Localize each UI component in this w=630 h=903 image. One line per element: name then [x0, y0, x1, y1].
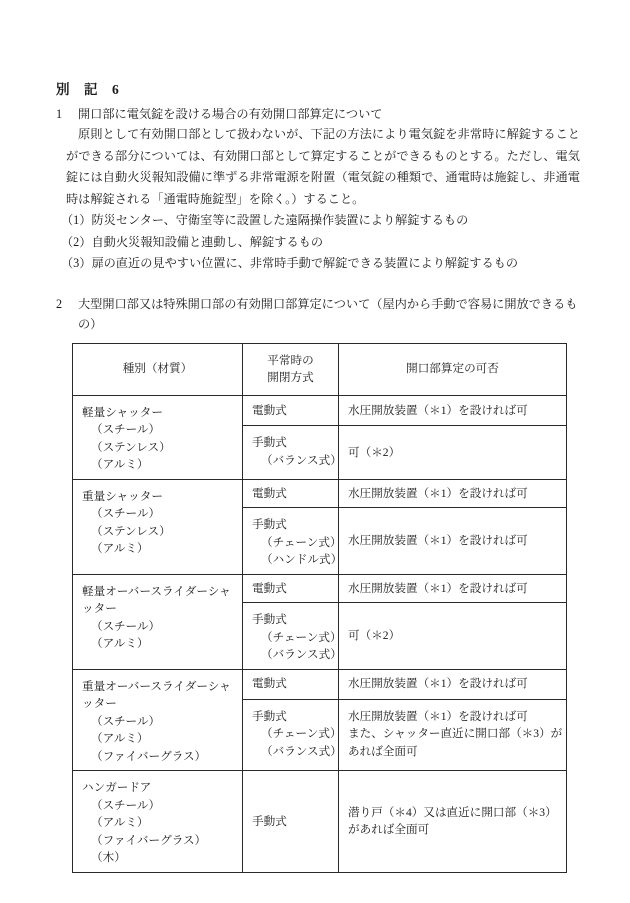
cell-result: [339, 669, 567, 699]
kind-line: （アルミ）: [91, 732, 149, 745]
kind-line: ッター: [82, 697, 117, 710]
mode-line: （ハンドル式）: [261, 553, 343, 566]
kind-line: （ステンレス）: [91, 440, 171, 454]
column-header-mode-line1: 平常時の: [267, 353, 314, 367]
column-header-mode: [243, 343, 339, 395]
cell-result: [339, 574, 567, 603]
cell-kind: [73, 574, 243, 669]
table-body: [73, 395, 567, 872]
table-row: [73, 669, 567, 699]
section-2-number: 2: [56, 296, 63, 311]
kind-line: 軽量オーバースライダーシャ: [82, 584, 231, 598]
list-item: （2）自動火災報知設備と連動し、解錠するもの: [61, 234, 324, 249]
kind-line: （アルミ）: [91, 458, 149, 471]
kind-line: （アルミ）: [91, 637, 149, 650]
result-line: 水圧開放装置（＊1）を設ければ可: [348, 581, 528, 595]
section-1-number: 1: [56, 107, 63, 121]
list-item: （1）防災センター、守衛室等に設置した遠隔操作装置により解錠するもの: [61, 213, 469, 227]
mode-line: （チェーン式）: [261, 630, 342, 644]
mode-line: 手動式: [252, 613, 287, 626]
section-1: [56, 104, 580, 275]
mode-line: 手動式: [252, 814, 287, 828]
kind-line: （ファイバーグラス）: [91, 833, 207, 847]
result-line: 水圧開放装置（＊1）を設ければ可: [348, 403, 528, 417]
column-header-mode-line2: 開閉方式: [267, 371, 314, 384]
kind-line: （ファイバーグラス）: [91, 749, 207, 763]
table-row: [73, 395, 567, 426]
mode-line: 電動式: [252, 581, 287, 595]
cell-result: [339, 699, 567, 770]
result-line: 水圧開放装置（＊1）を設ければ可: [348, 709, 528, 723]
kind-line: （スチール）: [91, 619, 161, 633]
result-line: 可（＊2）: [348, 445, 401, 459]
cell-result: [339, 771, 567, 873]
kind-line: 重量シャッター: [82, 489, 163, 503]
mode-line: 手動式: [252, 518, 287, 531]
list-item: （3）扉の直近の見やすい位置に、非常時手動で解錠できる装置により解錠するもの: [61, 256, 519, 270]
section-1-body: 原則として有効開口部として扱わないが、下記の方法により電気錠を非常時に解錠することができる部分については、有効開口部として算定することができるものとする。ただし、電気錠には自動火災報知設備に準ずる非常電源を附置（電気錠の種類で、通電時は施錠し、非通電時は解錠される「通電時施錠型」を除く。）すること。: [66, 127, 580, 206]
kind-line: （アルミ）: [91, 542, 149, 555]
kind-line: （スチール）: [91, 423, 161, 436]
mode-line: 電動式: [252, 486, 287, 500]
cell-mode: [243, 479, 339, 508]
result-line: があれば全面可: [348, 823, 430, 837]
cell-result: [339, 479, 567, 508]
cell-mode: [243, 395, 339, 426]
kind-line: （ステンレス）: [91, 524, 171, 538]
mode-line: （チェーン式）: [261, 535, 342, 549]
table-row: [73, 574, 567, 603]
cell-result: [339, 395, 567, 426]
kind-line: （木）: [91, 851, 126, 864]
result-line: また、シャッター直近に開口部（＊3）が: [348, 727, 563, 741]
column-header-result: 開口部算定の可否: [339, 343, 567, 395]
result-line: 可（＊2）: [348, 629, 401, 642]
cell-kind: [73, 395, 243, 479]
cell-kind: [73, 771, 243, 873]
result-line: 水圧開放装置（＊1）を設ければ可: [348, 677, 528, 691]
kind-line: 重量オーバースライダーシャ: [82, 679, 231, 693]
section-1-heading: [56, 104, 580, 124]
kind-line: （スチール）: [91, 507, 161, 520]
mode-line: 電動式: [252, 677, 287, 691]
cell-kind: [73, 669, 243, 771]
section-spacer: [56, 277, 580, 294]
kind-line: 軽量シャッター: [82, 405, 163, 419]
cell-mode: [243, 771, 339, 873]
table-header-row: [73, 343, 567, 395]
table-header: [73, 343, 567, 395]
mode-line: 手動式: [252, 436, 287, 450]
cell-mode: [243, 426, 342, 479]
kind-line: （アルミ）: [91, 816, 149, 829]
mode-line: （バランス式）: [261, 648, 342, 661]
cell-result: [339, 508, 567, 575]
mode-line: （バランス式）: [261, 744, 342, 758]
kind-line: ッター: [82, 602, 117, 615]
section-2: [56, 294, 580, 873]
cell-result: [339, 426, 567, 479]
kind-line: （スチール）: [91, 714, 161, 728]
cell-mode: [243, 574, 339, 603]
result-line: 水圧開放装置（＊1）を設ければ可: [348, 534, 528, 547]
cell-mode: [243, 508, 343, 575]
column-header-kind: 種別（材質）: [73, 343, 243, 395]
mode-line: 電動式: [252, 403, 287, 417]
cell-kind: [73, 479, 243, 574]
cell-mode: [243, 603, 342, 670]
table-row: [73, 771, 567, 873]
mode-line: （チェーン式）: [261, 727, 342, 741]
kind-line: （スチール）: [91, 798, 161, 812]
section-1-heading-text: 開口部に電気錠を設ける場合の有効開口部算定について: [78, 107, 383, 121]
result-line: あれば全面可: [348, 744, 418, 758]
result-line: 潜り戸（＊4）又は直近に開口部（＊3）: [348, 805, 557, 819]
page-title: 別 記 6: [56, 82, 120, 97]
cell-mode: [243, 669, 339, 699]
mode-line: （バランス式）: [261, 453, 342, 467]
section-2-heading-text: 大型開口部又は特殊開口部の有効開口部算定について（屋内から手動で容易に開放できるもの）: [78, 296, 578, 331]
section-1-item-list: [56, 210, 580, 275]
result-line: 水圧開放装置（＊1）を設ければ可: [348, 486, 528, 500]
kind-line: ハンガードア: [82, 781, 152, 794]
section-2-heading: [56, 294, 580, 334]
cell-result: [339, 603, 567, 670]
spec-table-container: [72, 343, 580, 873]
mode-line: 手動式: [252, 709, 287, 723]
opening-calculation-table: [72, 343, 567, 873]
table-row: [73, 479, 567, 508]
cell-mode: [243, 699, 342, 770]
